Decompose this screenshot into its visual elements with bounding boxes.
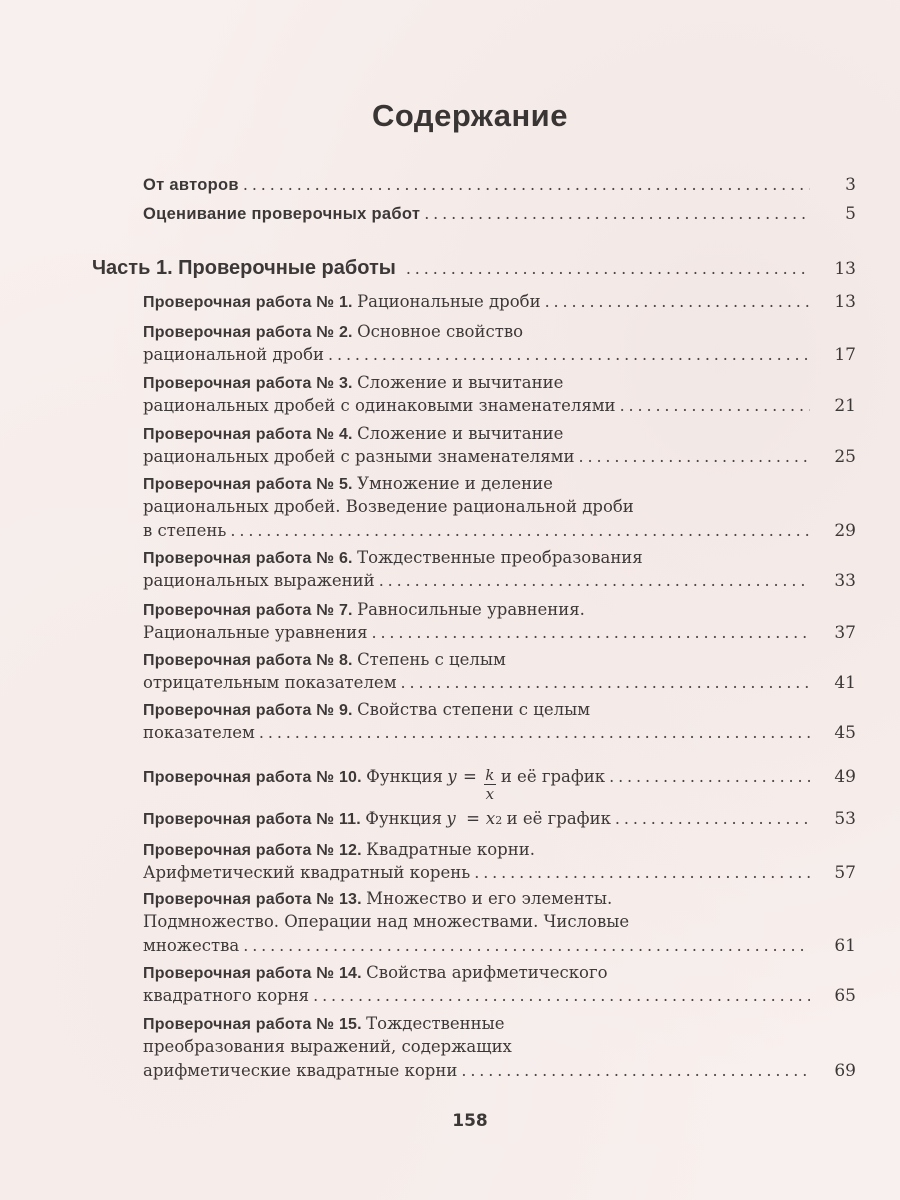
toc-work-topic: рациональных выражений xyxy=(143,571,375,590)
toc-work-topic: Степень с целым xyxy=(357,650,506,669)
toc-page-number: 49 xyxy=(834,767,856,787)
toc-page-number: 41 xyxy=(834,673,856,693)
toc-work-lead: Проверочная работа № 1. xyxy=(143,294,353,311)
toc-work-lead: Проверочная работа № 9. xyxy=(143,702,353,719)
toc-entry-assessment[interactable] xyxy=(143,202,856,226)
toc-work-lead: Проверочная работа № 7. xyxy=(143,602,353,619)
toc-work-topic: Сложение и вычитание xyxy=(357,424,564,443)
toc-page-number: 61 xyxy=(834,936,856,956)
toc-entry-work-1[interactable] xyxy=(143,289,856,313)
toc-page-number: 69 xyxy=(834,1061,856,1081)
toc-entry-work-9[interactable] xyxy=(143,697,856,745)
toc-work-topic: квадратного корня xyxy=(143,986,310,1005)
toc-entry-work-8[interactable] xyxy=(143,647,856,695)
toc-work-topic: Подмножество. Операции над множествами. Числовые xyxy=(143,912,630,931)
toc-work-topic: Свойства арифметического xyxy=(366,963,608,982)
toc-work-lead: Проверочная работа № 8. xyxy=(143,652,353,669)
math-fraction xyxy=(484,766,496,803)
toc-work-topic: рациональной дроби xyxy=(143,345,325,364)
toc-page-number: 17 xyxy=(834,345,856,365)
toc-work-topic: показателем xyxy=(143,723,255,742)
toc-page-number: 57 xyxy=(834,863,856,883)
fraction-numerator: k xyxy=(485,766,495,784)
leader-dots xyxy=(243,934,810,958)
math-base-x: x xyxy=(485,809,496,828)
toc-work-topic: Свойства степени с целым xyxy=(357,700,591,719)
toc-work-topic: Множество и его элементы. xyxy=(366,889,613,908)
toc-work-topic: Функция xyxy=(365,809,443,828)
toc-entry-work-4[interactable] xyxy=(143,421,856,469)
toc-entry-work-15[interactable] xyxy=(143,1011,856,1083)
toc-page-number: 29 xyxy=(834,521,856,541)
page-number: 158 xyxy=(452,1111,488,1131)
leader-dots xyxy=(474,861,810,885)
toc-entry-work-13[interactable] xyxy=(143,886,856,958)
leader-dots xyxy=(230,519,810,543)
toc-page-number: 5 xyxy=(845,204,856,224)
toc-page-number: 65 xyxy=(834,986,856,1006)
toc-work-topic: преобразования выражений, содержащих xyxy=(143,1037,512,1056)
math-equals: = xyxy=(466,809,480,828)
toc-page-number: 21 xyxy=(834,396,856,416)
toc-page-number: 13 xyxy=(834,292,856,312)
toc-work-topic: Основное свойство xyxy=(357,322,524,341)
toc-work-topic: Арифметический квадратный корень xyxy=(143,863,471,882)
toc-work-topic: Функция xyxy=(366,767,443,786)
toc-work-lead: Проверочная работа № 13. xyxy=(143,891,362,908)
leader-dots xyxy=(615,807,810,831)
toc-work-lead: Проверочная работа № 3. xyxy=(143,375,353,392)
toc-work-topic: Квадратные корни. xyxy=(366,840,535,859)
toc-work-topic: рациональных дробей с разными знаменателями xyxy=(143,447,575,466)
toc-page-number: 13 xyxy=(834,259,856,279)
toc-entry-work-3[interactable] xyxy=(143,370,856,418)
toc-work-topic: Рациональные уравнения xyxy=(143,623,368,642)
toc-work-lead: Проверочная работа № 5. xyxy=(143,476,353,493)
toc-entry-work-12[interactable] xyxy=(143,837,856,885)
toc-work-lead: Проверочная работа № 10. xyxy=(143,769,362,786)
toc-part-label: Часть 1. Проверочные работы xyxy=(92,257,396,279)
toc-page-number: 37 xyxy=(834,623,856,643)
toc-entry-work-14[interactable] xyxy=(143,960,856,1008)
leader-dots xyxy=(328,343,810,367)
toc-work-topic: Умножение и деление xyxy=(357,474,553,493)
leader-dots xyxy=(406,257,810,281)
toc-work-topic: Тождественные преобразования xyxy=(357,548,643,567)
toc-page-number: 53 xyxy=(834,809,856,829)
toc-entry-work-5[interactable] xyxy=(143,471,856,543)
toc-work-topic: рациональных дробей. Возведение рациональной дроби xyxy=(143,497,634,516)
leader-dots xyxy=(371,621,810,645)
toc-work-lead: Проверочная работа № 15. xyxy=(143,1016,362,1033)
leader-dots xyxy=(379,569,810,593)
toc-work-topic: отрицательным показателем xyxy=(143,673,397,692)
toc-work-topic: и её график xyxy=(506,809,611,828)
leader-dots xyxy=(579,445,811,469)
toc-work-topic: рациональных дробей с одинаковыми знаменателями xyxy=(143,396,616,415)
math-variable-y: y xyxy=(446,809,456,828)
toc-work-topic: и её график xyxy=(500,767,606,786)
leader-dots xyxy=(620,394,810,418)
toc-entry-authors[interactable] xyxy=(143,173,856,197)
leader-dots xyxy=(545,290,810,314)
leader-dots xyxy=(243,173,810,197)
toc-work-topic: Сложение и вычитание xyxy=(357,373,564,392)
toc-entry-work-6[interactable] xyxy=(143,545,856,593)
toc-page-number: 25 xyxy=(834,447,856,467)
toc-entry-work-10[interactable] xyxy=(143,764,856,803)
toc-work-lead: Проверочная работа № 12. xyxy=(143,842,362,859)
toc-page-number: 33 xyxy=(834,571,856,591)
toc-work-topic: Равносильные уравнения. xyxy=(357,600,585,619)
fraction-denominator: x xyxy=(485,785,495,803)
toc-part-1[interactable] xyxy=(92,256,856,280)
leader-dots xyxy=(259,721,810,745)
toc-work-topic: арифметические квадратные корни xyxy=(143,1061,458,1080)
toc-entry-work-11[interactable] xyxy=(143,806,856,830)
math-exponent: 2 xyxy=(495,814,503,827)
toc-page-number: 3 xyxy=(845,175,856,195)
toc-work-lead: Проверочная работа № 14. xyxy=(143,965,362,982)
toc-work-lead: Проверочная работа № 11. xyxy=(143,811,361,828)
toc-work-topic: в степень xyxy=(143,521,227,540)
toc-entry-work-7[interactable] xyxy=(143,597,856,645)
toc-entry-label: Оценивание проверочных работ xyxy=(143,205,421,223)
leader-dots xyxy=(609,765,810,789)
leader-dots xyxy=(313,984,810,1008)
page-title: Содержание xyxy=(372,98,568,133)
leader-dots xyxy=(401,671,810,695)
toc-work-topic: Рациональные дроби xyxy=(357,292,541,311)
toc-work-lead: Проверочная работа № 2. xyxy=(143,324,353,341)
toc-work-lead: Проверочная работа № 6. xyxy=(143,550,353,567)
toc-work-topic: множества xyxy=(143,936,240,955)
math-variable-y: y xyxy=(447,767,457,786)
toc-work-lead: Проверочная работа № 4. xyxy=(143,426,353,443)
toc-entry-work-2[interactable] xyxy=(143,319,856,367)
toc-page-number: 45 xyxy=(834,723,856,743)
toc-work-topic: Тождественные xyxy=(366,1014,505,1033)
leader-dots xyxy=(461,1059,810,1083)
leader-dots xyxy=(424,202,810,226)
math-equals: = xyxy=(462,767,477,786)
toc-entry-label: От авторов xyxy=(143,176,239,194)
